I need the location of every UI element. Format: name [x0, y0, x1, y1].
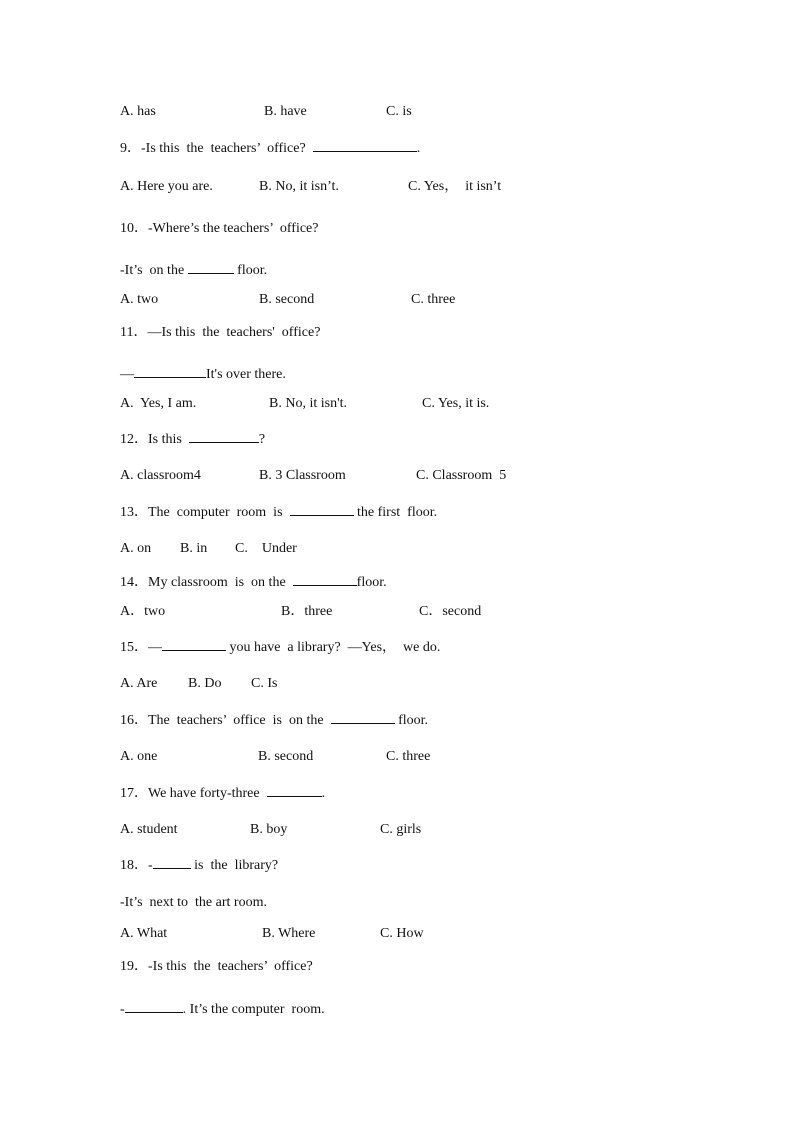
question-10: 10．-Where’s the teachers’ office?	[120, 221, 319, 236]
question-16	[120, 709, 428, 730]
answer-blank	[188, 259, 234, 274]
question-text: 15．—	[120, 640, 162, 655]
option-a: A. has	[120, 104, 156, 119]
answer-blank	[267, 782, 322, 797]
question-11: 11．—Is this the teachers' office?	[120, 325, 321, 340]
question-text-end: ?	[258, 432, 266, 447]
question-text-end: .	[321, 786, 326, 801]
question-text: -It’s on the	[120, 263, 188, 278]
option-a: A. What	[120, 926, 168, 941]
question-text-end: the first floor.	[353, 505, 438, 520]
question-text-end: floor.	[356, 575, 387, 590]
question-13	[120, 501, 437, 522]
question-text-end: It's over there.	[206, 367, 286, 382]
question-18-context: -It’s next to the art room.	[120, 895, 267, 910]
option-c: C．second	[419, 604, 482, 619]
question-text-end: is the library?	[190, 858, 279, 873]
option-b: B. No, it isn't.	[269, 396, 347, 411]
question-11-answer	[120, 363, 286, 384]
question-18	[120, 854, 278, 875]
question-19-answer	[120, 998, 325, 1019]
option-a: A. classroom4	[120, 468, 201, 483]
question-text-end: . It’s the computer room.	[182, 1002, 325, 1017]
option-a: A. Yes, I am.	[120, 396, 197, 411]
question-17	[120, 782, 325, 803]
question-text: 12．Is this	[120, 432, 189, 447]
question-15	[120, 636, 440, 657]
question-19: 19．-Is this the teachers’ office?	[120, 959, 313, 974]
option-b: B．three	[281, 604, 333, 619]
option-a: A. student	[120, 822, 178, 837]
question-text: -	[120, 1002, 125, 1017]
answer-blank	[290, 501, 354, 516]
answer-blank	[162, 636, 226, 651]
question-text: 9．-Is this the teachers’ office?	[120, 141, 313, 156]
option-c: C. Classroom 5	[416, 468, 507, 483]
question-text: 18．-	[120, 858, 153, 873]
option-c: C. Yes, it is.	[422, 396, 490, 411]
option-a: A. Here you are.	[120, 179, 213, 194]
option-c: C. Under	[235, 541, 297, 556]
option-b: B. No, it isn’t.	[259, 179, 339, 194]
option-c: C. three	[411, 292, 456, 307]
option-c: C. is	[386, 104, 412, 119]
question-text: 16．The teachers’ office is on the	[120, 713, 331, 728]
option-a: A. on	[120, 541, 152, 556]
answer-blank	[125, 998, 183, 1013]
option-c: C. three	[386, 749, 431, 764]
question-text-end: floor.	[233, 263, 268, 278]
option-b: B. 3 Classroom	[259, 468, 346, 483]
question-text: —	[120, 367, 134, 382]
question-text-end: you have a library? —Yes， we do.	[226, 640, 441, 655]
option-a: A. two	[120, 292, 159, 307]
option-b: B. in	[180, 541, 208, 556]
question-14	[120, 571, 387, 592]
option-a: A. one	[120, 749, 158, 764]
option-b: B. second	[258, 749, 314, 764]
question-text: 14．My classroom is on the	[120, 575, 293, 590]
answer-blank	[293, 571, 357, 586]
question-text-end: floor.	[394, 713, 429, 728]
answer-blank	[153, 854, 191, 869]
option-c: C. Is	[251, 676, 278, 691]
option-b: B. Do	[188, 676, 222, 691]
question-text: 13．The computer room is	[120, 505, 290, 520]
question-10-answer	[120, 259, 267, 280]
answer-blank	[134, 363, 206, 378]
question-9	[120, 137, 420, 158]
option-a: A. Are	[120, 676, 158, 691]
answer-blank	[189, 428, 259, 443]
question-text: 17．We have forty-three	[120, 786, 267, 801]
option-b: B. Where	[262, 926, 316, 941]
answer-blank	[331, 709, 395, 724]
option-c: C. How	[380, 926, 424, 941]
option-a: A．two	[120, 604, 166, 619]
option-b: B. boy	[250, 822, 288, 837]
answer-blank	[313, 137, 417, 152]
question-text-end: .	[416, 141, 421, 156]
option-c: C. Yes， it isn’t	[408, 179, 502, 194]
option-b: B. second	[259, 292, 315, 307]
question-12	[120, 428, 265, 449]
option-c: C. girls	[380, 822, 422, 837]
option-b: B. have	[264, 104, 307, 119]
